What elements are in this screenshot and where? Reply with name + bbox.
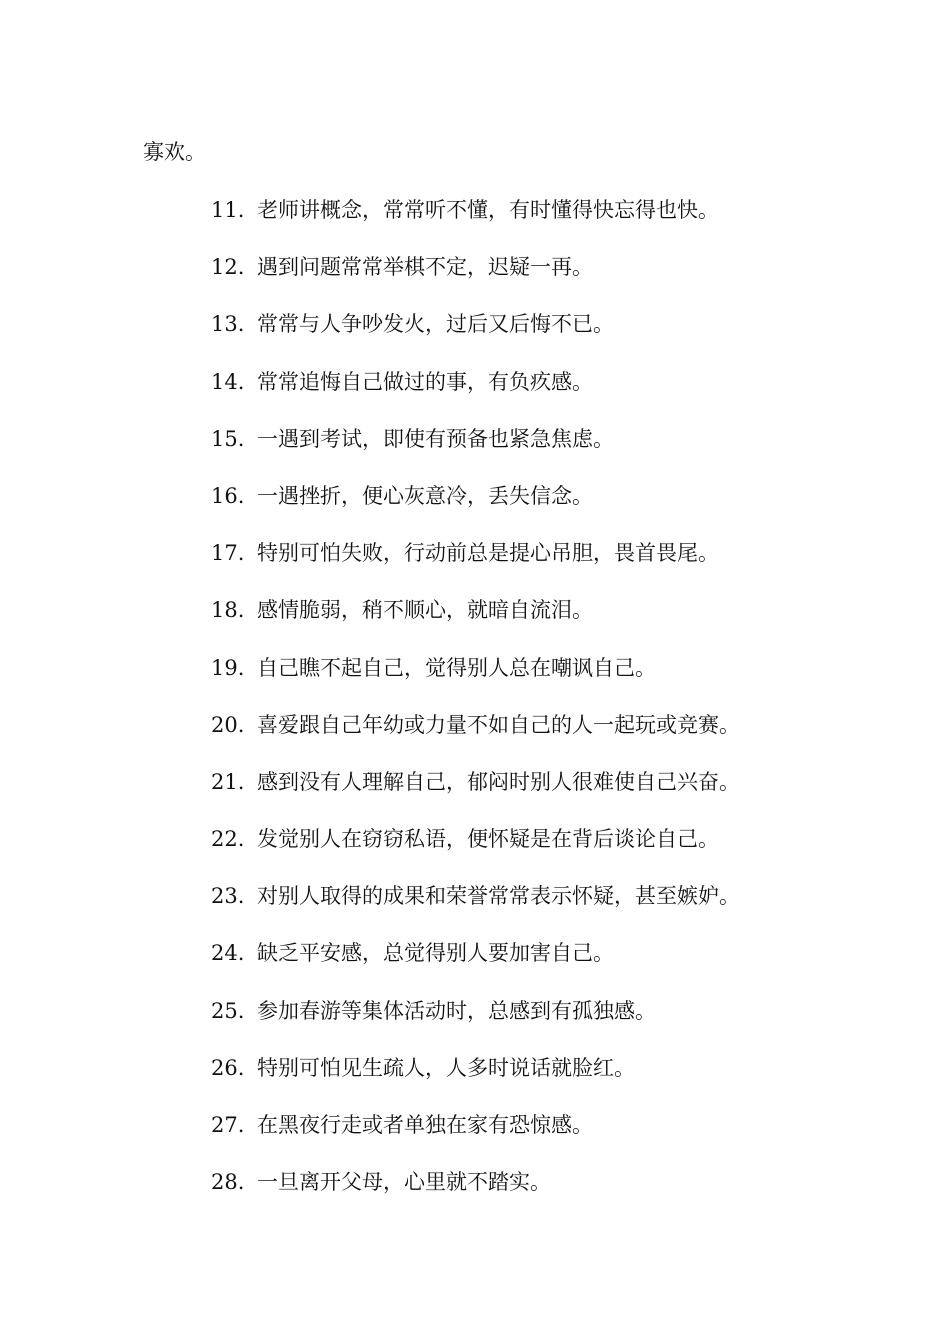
item-text: 感情脆弱，稍不顺心，就暗自流泪。 [257, 598, 593, 623]
item-text: 常常与人争吵发火，过后又后悔不已。 [257, 312, 614, 337]
item-text: 特别可怕见生疏人，人多时说话就脸红。 [257, 1055, 635, 1080]
list-item [211, 478, 911, 535]
list-item [211, 821, 911, 878]
item-text: 一旦离开父母，心里就不踏实。 [257, 1170, 551, 1195]
item-number: 18. [211, 598, 245, 623]
list-item [211, 1107, 911, 1164]
list-item [211, 707, 911, 764]
item-text: 发觉别人在窃窃私语，便怀疑是在背后谈论自己。 [257, 827, 719, 852]
item-text: 常常追悔自己做过的事，有负疚感。 [257, 369, 593, 394]
item-text: 喜爱跟自己年幼或力量不如自己的人一起玩或竞赛。 [257, 712, 740, 737]
item-number: 22. [211, 827, 245, 852]
item-number: 23. [211, 884, 245, 909]
item-number: 27. [211, 1113, 245, 1137]
item-text: 在黑夜行走或者单独在家有恐惊感。 [257, 1113, 593, 1137]
item-number: 26. [211, 1055, 245, 1080]
item-number: 14. [211, 369, 245, 394]
item-text: 老师讲概念，常常听不懂，有时懂得快忘得也快。 [257, 198, 719, 222]
list-item [211, 650, 911, 707]
item-number: 25. [211, 998, 245, 1023]
list-item [211, 306, 911, 363]
list-item [211, 1050, 911, 1107]
item-number: 12. [211, 255, 245, 280]
item-number: 11. [211, 198, 245, 222]
questionnaire-list [211, 192, 911, 1221]
item-number: 19. [211, 655, 245, 680]
list-item [211, 421, 911, 478]
list-item [211, 1164, 911, 1221]
item-text: 特别可怕失败，行动前总是提心吊胆，畏首畏尾。 [257, 541, 719, 566]
list-item [211, 249, 911, 306]
item-text: 缺乏平安感，总觉得别人要加害自己。 [257, 941, 614, 966]
item-text: 自己瞧不起自己，觉得别人总在嘲讽自己。 [257, 655, 656, 680]
continuation-text: 寡欢。 [143, 140, 206, 164]
list-item [211, 878, 911, 935]
list-item [211, 364, 911, 421]
list-item [211, 192, 911, 249]
item-text: 对别人取得的成果和荣誉常常表示怀疑，甚至嫉妒。 [257, 884, 740, 909]
item-number: 13. [211, 312, 245, 337]
item-text: 一遇到考试，即使有预备也紧急焦虑。 [257, 426, 614, 451]
item-text: 一遇挫折，便心灰意冷，丢失信念。 [257, 483, 593, 508]
item-text: 参加春游等集体活动时，总感到有孤独感。 [257, 998, 656, 1023]
item-text: 感到没有人理解自己，郁闷时别人很难使自己兴奋。 [257, 769, 740, 794]
item-number: 24. [211, 941, 245, 966]
list-item [211, 592, 911, 649]
list-item [211, 993, 911, 1050]
item-text: 遇到问题常常举棋不定，迟疑一再。 [257, 255, 593, 280]
list-item [211, 935, 911, 992]
item-number: 20. [211, 712, 245, 737]
item-number: 15. [211, 426, 245, 451]
item-number: 28. [211, 1170, 245, 1195]
list-item [211, 764, 911, 821]
item-number: 21. [211, 769, 245, 794]
item-number: 16. [211, 483, 245, 508]
list-item [211, 535, 911, 592]
item-number: 17. [211, 541, 245, 566]
